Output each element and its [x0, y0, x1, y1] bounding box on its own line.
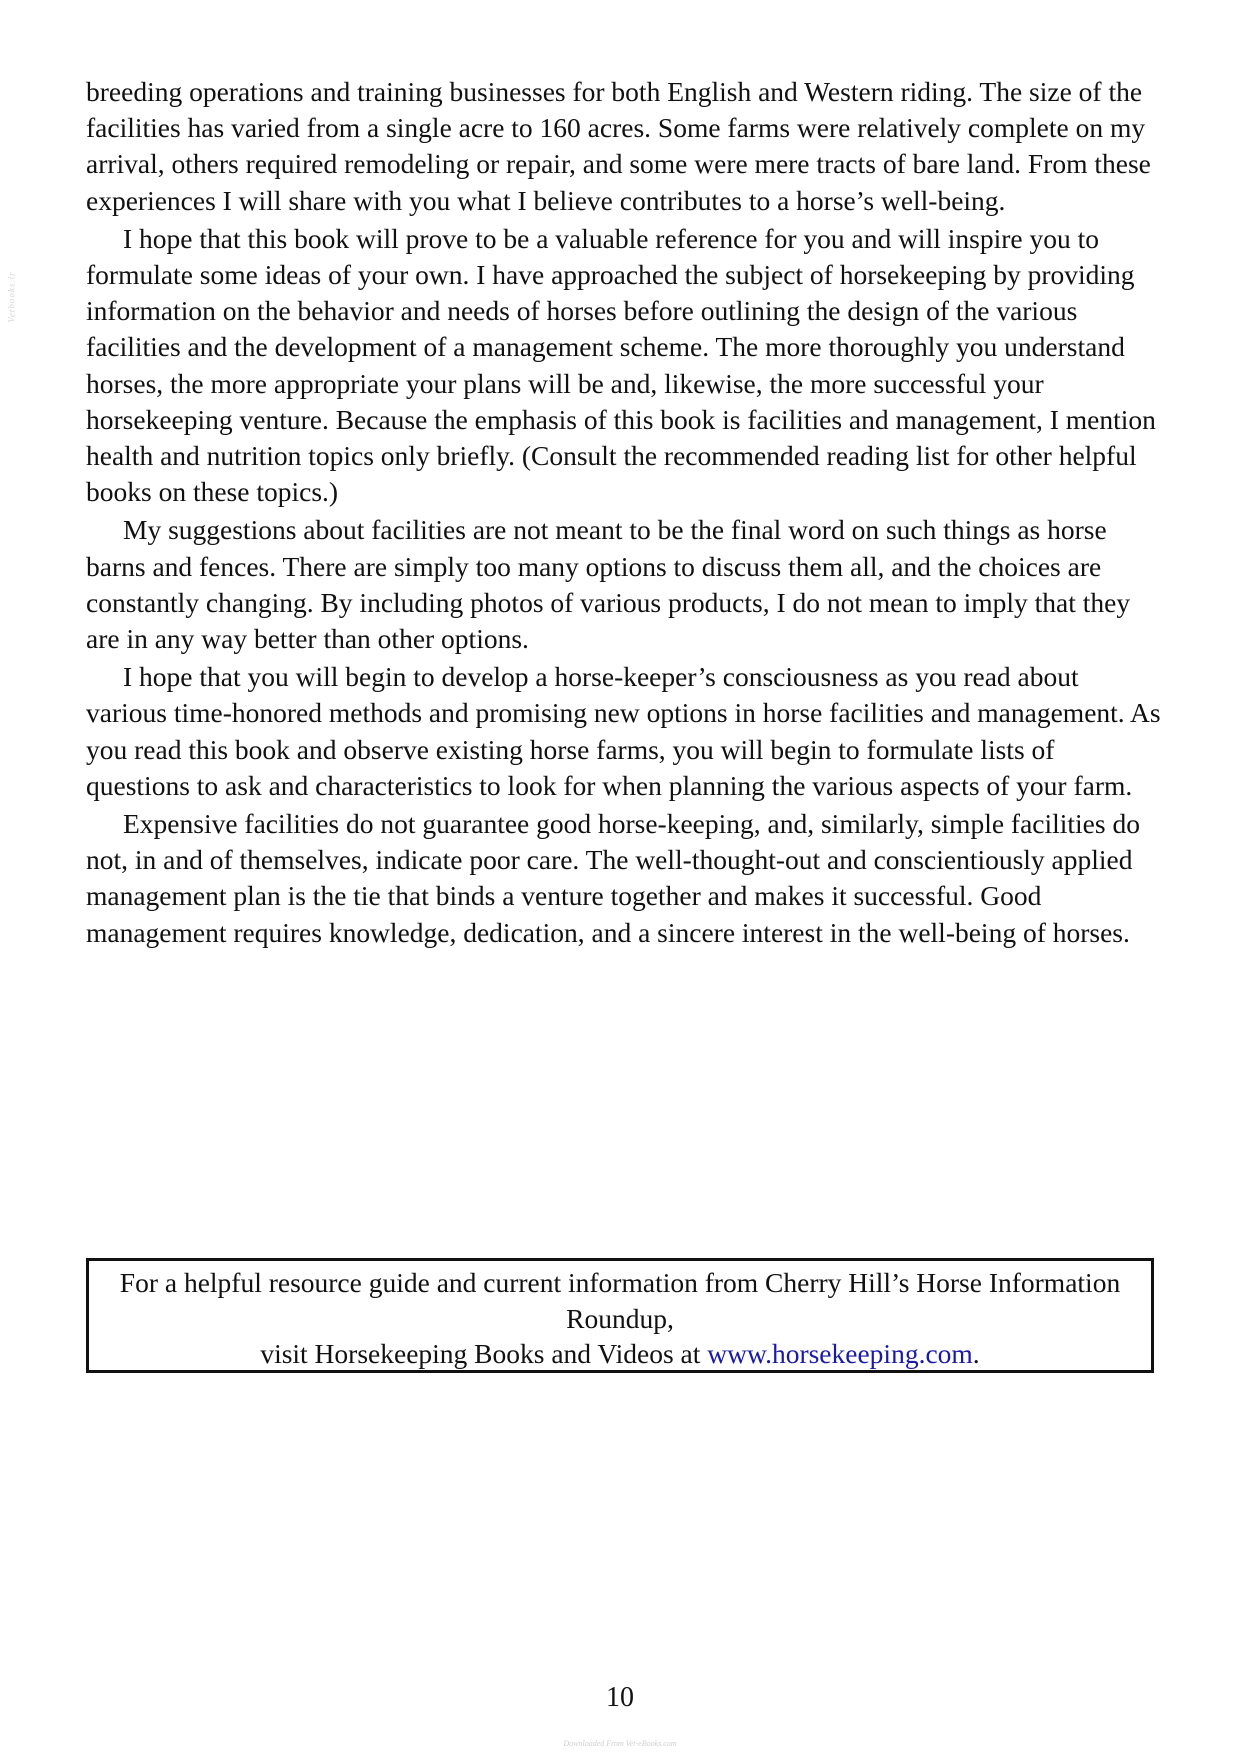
body-text	[86, 74, 1162, 953]
resource-line-2	[89, 1336, 1151, 1372]
paragraph-2: I hope that this book will prove to be a valuable reference for you and will inspire you to formulate some ideas of your own. I have approached the subject of horsekeeping by providing information on the behavior and needs of horses before outlining the design of the various facilities and the development of a management scheme. The more thoroughly you understand horses, the more appropriate your plans will be and, likewise, the more successful your horsekeeping venture. Because the emphasis of this book is facilities and management, I mention health and nutrition topics only briefly. (Consult the recommended reading list for other helpful books on these topics.)	[86, 222, 1156, 508]
paragraph-5: Expensive facilities do not guarantee good horse-keeping, and, similarly, simple facilities do not, in and of themselves, indicate poor care. The well-thought-out and conscientiously applied management plan is the tie that binds a venture together and makes it successful. Good management requires knowledge, dedication, and a sincere interest in the well-being of horses.	[86, 808, 1140, 948]
side-watermark: Vetbooks.ir	[6, 271, 17, 323]
resource-line-2-prefix: visit Horsekeeping Books and Videos at	[260, 1338, 708, 1369]
resource-box	[86, 1258, 1154, 1373]
paragraph-4: I hope that you will begin to develop a horse-keeper’s consciousness as you read about various time-honored methods and promising new options in horse facilities and management. As you read this book and observe existing horse farms, you will begin to formulate lists of questions to ask and characteristics to look for when planning the various aspects of your farm.	[86, 661, 1161, 801]
horsekeeping-link[interactable]: www.horsekeeping.com	[707, 1338, 973, 1369]
resource-line-1: For a helpful resource guide and current information from Cherry Hill’s Horse Information Roundup,	[119, 1267, 1121, 1334]
paragraph-1: breeding operations and training businesses for both English and Western riding. The size of the facilities has varied from a single acre to 160 acres. Some farms were relatively complete on my arrival, others required remodeling or repair, and some were mere tracts of bare land. From these experiences I will share with you what I believe contributes to a horse’s well-being.	[86, 76, 1151, 216]
page-number: 10	[606, 1682, 634, 1713]
footer-watermark: Downloaded From Vet-eBooks.com	[563, 1739, 677, 1748]
paragraph-3: My suggestions about facilities are not meant to be the final word on such things as horse barns and fences. There are simply too many options to discuss them all, and the choices are constantly changing. By including photos of various products, I do not mean to imply that they are in any way better than other options.	[86, 514, 1131, 655]
resource-line-2-suffix: .	[972, 1338, 980, 1369]
